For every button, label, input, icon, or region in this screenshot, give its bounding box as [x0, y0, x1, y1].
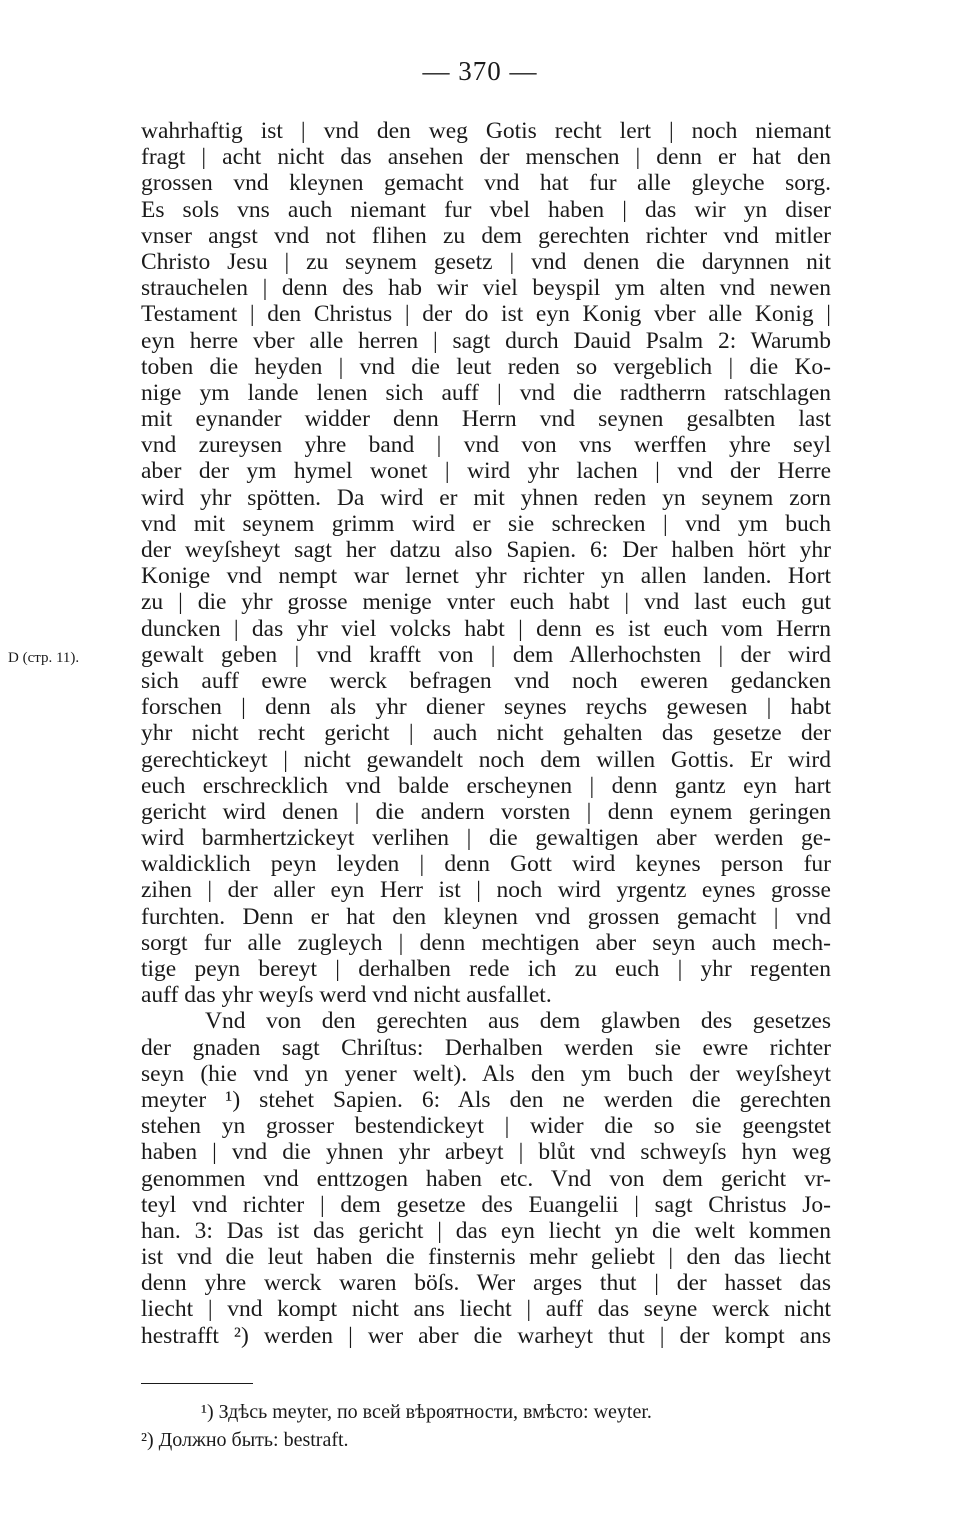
text-line: Testament | den Christus | der do ist eyn Konig vber alle Konig |: [141, 301, 831, 328]
margin-note: D (стр. 11).: [8, 650, 80, 666]
text-line: hestrafft ²) werden | wer aber die warheyt thut | der kompt ans: [141, 1322, 831, 1349]
text-line: duncken | das yhr viel volcks habt | denn es ist euch vom Herrn: [141, 615, 831, 642]
text-line: teyl vnd richter | dem gesetze des Euangelii | sagt Christus Jo-: [141, 1191, 831, 1218]
text-line: sich auff ewre werck befragen vnd noch eweren gedancken: [141, 667, 831, 694]
text-line: seyn (hie vnd yn yener welt). Als den ym buch der weyſsheyt: [141, 1060, 831, 1087]
body-text: [141, 118, 831, 1349]
text-line: genommen vnd enttzogen haben etc. Vnd von dem gericht vr-: [141, 1165, 831, 1192]
text-line: aber der ym hymel wonet | wird yhr lachen | vnd der Herre: [141, 458, 831, 485]
footnote-1: ¹) Здѣсь meyter, по всей вѣроятности, вмѣсто: weyter.: [201, 1401, 652, 1423]
text-line: gewalt geben | vnd krafft von | dem Allerhochsten | der wird: [141, 641, 831, 668]
text-line: waldicklich peyn leyden | denn Gott wird keynes person fur: [141, 851, 831, 878]
footnote-divider: [141, 1383, 253, 1384]
text-line: nige ym lande lenen sich auff | vnd die radtherrn ratschlagen: [141, 379, 831, 406]
text-line: ist vnd die leut haben die finsternis mehr geliebt | den das liecht: [141, 1244, 831, 1271]
text-line: vnser angst vnd not flihen zu dem gerechten richter vnd mitler: [141, 222, 831, 249]
text-line: toben die heyden | vnd die leut reden so vergeblich | die Ko-: [141, 353, 831, 380]
text-line: Es sols vns auch niemant fur vbel haben | das wir yn diser: [141, 196, 831, 223]
text-line: liecht | vnd kompt nicht ans liecht | auff das seyne werck nicht: [141, 1296, 831, 1323]
text-line: strauchelen | denn des hab wir viel beyspil ym alten vnd newen: [141, 275, 831, 302]
text-line: furchten. Denn er hat den kleynen vnd grossen gemacht | vnd: [141, 903, 831, 930]
text-line: han. 3: Das ist das gericht | das eyn liecht yn die welt kommen: [141, 1217, 831, 1244]
text-line: eyn herre vber alle herren | sagt durch Dauid Psalm 2: Warumb: [141, 327, 831, 354]
text-line: haben | vnd die yhnen yhr arbeyt | blůt vnd schweyſs hyn weg: [141, 1139, 831, 1166]
text-line: denn yhre werck waren böſs. Wer arges thut | der hasset das: [141, 1270, 831, 1297]
text-line: auff das yhr weyſs werd vnd nicht ausfallet.: [141, 982, 552, 1009]
text-line: wird yhr spötten. Da wird er mit yhnen reden yn seynem zorn: [141, 484, 831, 511]
text-line: der gnaden sagt Chriſtus: Derhalben werden sie ewre richter: [141, 1034, 831, 1061]
text-line: forschen | denn als yhr diener seynes reychs gewesen | habt: [141, 694, 831, 721]
text-line: gerechtickeyt | nicht gewandelt noch dem willen Gottis. Er wird: [141, 746, 831, 773]
text-line: Vnd von den gerechten aus dem glawben des gesetzes: [205, 1008, 831, 1035]
text-line: vnd mit seynem grimm wird er sie schrecken | vnd ym buch: [141, 510, 831, 537]
text-line: Konige vnd nempt war lernet yhr richter yn allen landen. Hort: [141, 563, 831, 590]
text-line: yhr nicht recht gericht | auch nicht gehalten das gesetze der: [141, 720, 831, 747]
text-line: gericht wird denen | die andern vorsten | denn eynem geringen: [141, 798, 831, 825]
text-line: fragt | acht nicht das ansehen der menschen | denn er hat den: [141, 144, 831, 171]
footnotes: [141, 1398, 831, 1454]
text-line: tige peyn bereyt | derhalben rede ich zu euch | yhr regenten: [141, 956, 831, 982]
page-number: — 370 —: [422, 56, 538, 86]
text-line: mit eynander widder denn Herrn vnd seynen gesalbten last: [141, 406, 831, 433]
text-line: grossen vnd kleynen gemacht vnd hat fur alle gleyche sorg.: [141, 170, 831, 197]
text-line: der weyſsheyt sagt her datzu also Sapien. 6: Der halben hört yhr: [141, 537, 831, 563]
footnote-2: ²) Должно быть: bestraft.: [141, 1429, 349, 1451]
text-line: sorgt fur alle zugleych | denn mechtigen aber seyn auch mech-: [141, 929, 831, 956]
text-line: wird barmhertzickeyt verlihen | die gewaltigen aber werden ge-: [141, 825, 831, 852]
text-line: meyter ¹) stehet Sapien. 6: Als den ne werden die gerechten: [141, 1086, 831, 1113]
text-line: zihen | der aller eyn Herr ist | noch wird yrgentz eynes grosse: [141, 877, 831, 904]
text-line: vnd zureysen yhre band | vnd von vns werffen yhre seyl: [141, 432, 831, 459]
text-line: euch erschrecklich vnd balde erscheynen | denn gantz eyn hart: [141, 772, 831, 799]
text-line: stehen yn grosser bestendickeyt | wider die so sie geengstet: [141, 1113, 831, 1140]
text-line: zu | die yhr grosse menige vnter euch habt | vnd last euch gut: [141, 589, 831, 616]
text-line: wahrhaftig ist | vnd den weg Gotis recht lert | noch niemant: [141, 118, 831, 144]
text-line: Christo Jesu | zu seynem gesetz | vnd denen die darynnen nit: [141, 248, 831, 275]
